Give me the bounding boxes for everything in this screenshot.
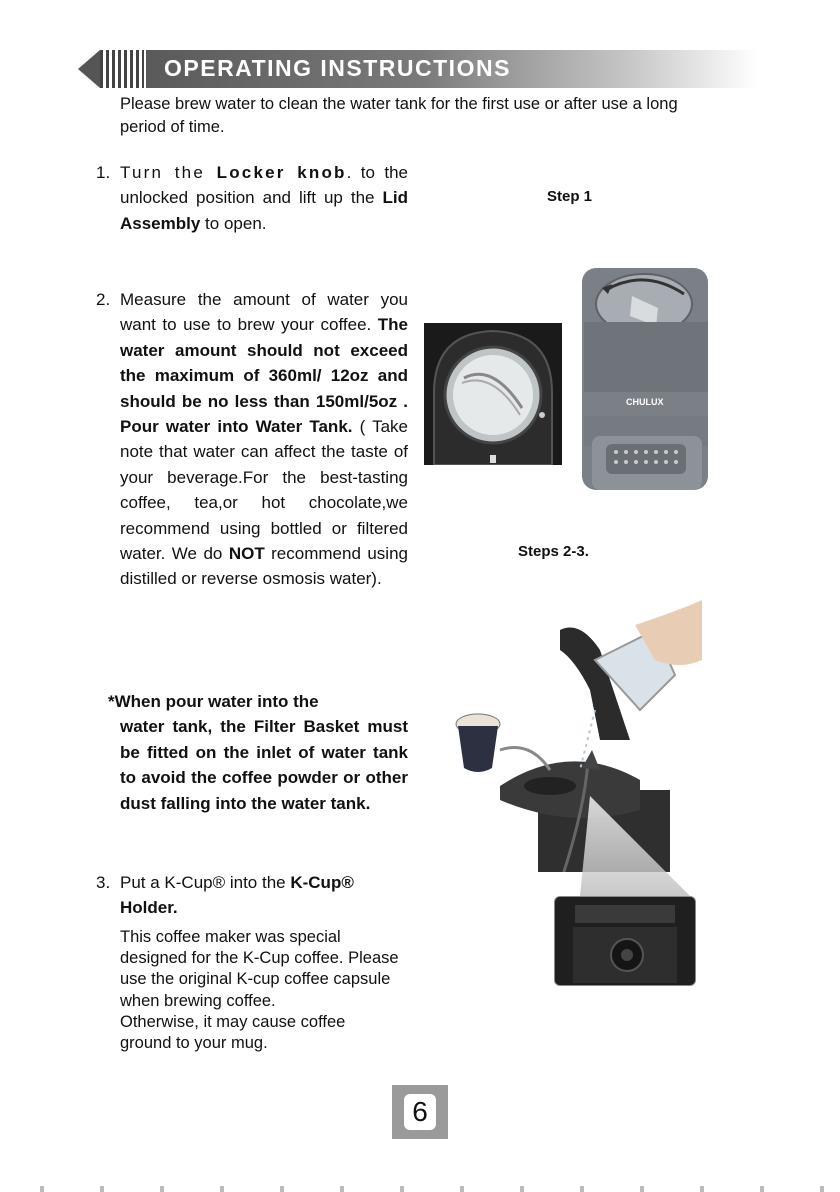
steps-2-3-label: Steps 2-3. <box>518 543 589 560</box>
step-1-text: Turn the <box>120 163 217 182</box>
step-2-not: NOT <box>228 544 265 564</box>
coffee-maker-illustration <box>566 266 714 504</box>
step-1-lid-assembly: Lid Assembly <box>120 188 408 233</box>
brand-label: CHULUX <box>626 397 664 407</box>
note-body: water tank, the Filter Basket must be fitted on the inlet of water tank to avoid the coffee powder or other dust falling into the water tank. <box>120 717 408 813</box>
page-number: 6 <box>404 1094 436 1130</box>
step-1-locker-knob: Locker knob <box>216 163 347 182</box>
step-2-bold-warning: The water amount should not exceed the maximum of 360ml/ 12oz and should be no less than 150ml/5oz . Pour water into Water Tank. <box>120 315 408 437</box>
step-1-text-3: to open. <box>200 213 267 233</box>
step-1-number: 1. <box>96 163 111 182</box>
note-line-1: *When pour water into the <box>108 692 319 711</box>
kcup-note <box>120 927 400 1054</box>
intro-text: Please brew water to clean the water tank for the first use or after use a long period of time. <box>120 95 678 136</box>
lid-closeup-illustration <box>424 323 562 465</box>
bottom-edge <box>0 1186 840 1192</box>
coffee-maker-image <box>566 266 714 504</box>
step-1 <box>96 160 408 236</box>
step-2-text: Measure the amount of water you want to use to brew your coffee. <box>120 290 408 335</box>
step-3-number: 3. <box>96 873 111 892</box>
step-2-number: 2. <box>96 290 111 309</box>
callout-wedge <box>580 796 690 896</box>
lid-closeup-image <box>424 323 562 465</box>
step-1-label: Step 1 <box>547 188 593 205</box>
step-2-text-3: recommend using distilled or reverse osmosis water). <box>120 544 408 589</box>
kcup-note-para-1: This coffee maker was special designed for the K-Cup coffee. Please use the original K-cup coffee capsule when brewing coffee. <box>120 928 399 1010</box>
step-2-text-2: ( Take note that water can affect the taste of your beverage.For the best-tasting coffee, tea,or hot chocolate,we recommend using bottled or filtered water. We do <box>120 417 408 564</box>
kcup-holder-illustration <box>555 897 695 985</box>
kcup-note-para-2: Otherwise, it may cause coffee ground to your mug. <box>120 1012 346 1053</box>
step-3-text: Put a K-Cup® into the <box>120 873 291 892</box>
banner-stripes <box>100 50 144 88</box>
kcup-holder-image <box>554 896 696 986</box>
banner-arrow-icon <box>78 50 100 88</box>
page-title: OPERATING INSTRUCTIONS <box>164 55 511 81</box>
step-3 <box>96 870 408 921</box>
step-3-kcup-holder: K-Cup® Holder. <box>120 873 354 918</box>
step-1-text-2: . to the unlocked position and lift up the <box>120 163 409 208</box>
filter-basket-note <box>108 689 408 816</box>
step-2 <box>96 287 408 592</box>
